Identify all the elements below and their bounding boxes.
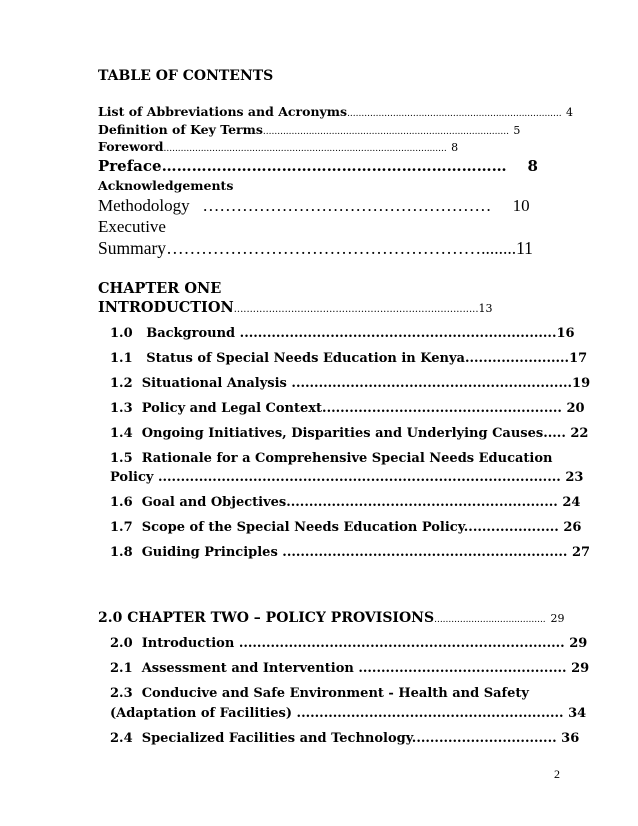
entry-label: List of Abbreviations and Acronyms [98,104,348,119]
toc-entry-preface[interactable] [98,157,538,175]
toc-entry-foreword[interactable] [98,139,458,154]
entry-label: Foreword [98,139,164,154]
toc-entry-1-5[interactable]: 1.5 Rationale for a Comprehensive Special Needs Education [110,451,553,466]
toc-entry-1-5-cont[interactable]: Policy ......................................................................................... 23 [110,470,584,485]
page-number: 2 [554,767,560,781]
entry-label: Definition of Key Terms [98,122,263,137]
entry-label: Acknowledgements [98,178,234,193]
toc-entry-1-7[interactable]: 1.7 Scope of the Special Needs Education Policy..................... 26 [110,520,582,535]
toc-entry-2-0[interactable]: 2.0 Introduction ........................................................................ 29 [110,636,588,651]
toc-entry-1-0[interactable]: 1.0 Background ......................................................................16 [110,326,575,341]
entry-dots: …………………………………………… [202,196,492,215]
toc-entry-1-3[interactable]: 1.3 Policy and Legal Context..................................................... 20 [110,401,585,416]
entry-dots: ....................................... [434,615,546,625]
entry-page: 8 [451,141,459,154]
toc-entry-methodology[interactable] [98,196,530,216]
entry-dots: …………………………………………………………… [161,157,507,175]
entry-page: 11 [516,238,533,258]
entry-dots: ...................................................................................... [262,127,509,137]
entry-dots: ................................................................................................... [163,144,447,154]
entry-page: 4 [566,106,573,119]
toc-entry-1-4[interactable]: 1.4 Ongoing Initiatives, Disparities and Underlying Causes..... 22 [110,426,589,441]
entry-label: INTRODUCTION [98,299,234,316]
entry-page: 29 [550,612,565,625]
entry-page: 13 [478,302,493,315]
toc-entry-1-8[interactable]: 1.8 Guiding Principles ............................................................... 27 [110,545,591,560]
entry-page: 10 [512,196,530,215]
entry-dots: ........................................................................... [347,109,562,119]
toc-entry-2-4[interactable]: 2.4 Specialized Facilities and Technology................................ 36 [110,731,580,746]
entry-label: Methodology [98,196,190,215]
entry-page: 5 [513,124,521,137]
toc-entry-1-1[interactable]: 1.1 Status of Special Needs Education in Kenya.......................17 [110,351,588,366]
chapter-one-heading: CHAPTER ONE [98,280,222,297]
toc-entry-1-6[interactable]: 1.6 Goal and Objectives............................................................ 24 [110,495,581,510]
toc-entry-1-2[interactable]: 1.2 Situational Analysis ..............................................................19 [110,376,591,391]
toc-entry-2-3[interactable]: 2.3 Conducive and Safe Environment - Health and Safety [110,686,529,701]
toc-entry-2-1[interactable]: 2.1 Assessment and Intervention .............................................. 29 [110,661,590,676]
chapter-two-heading: 2.0 CHAPTER TWO – POLICY PROVISIONS [98,610,435,626]
toc-entry-key-terms[interactable] [98,122,520,137]
toc-entry-acknowledgements[interactable] [98,178,233,193]
toc-entry-chapter-two[interactable] [98,610,565,626]
toc-entry-abbreviations[interactable] [98,104,573,119]
toc-entry-2-3-cont[interactable]: (Adaptation of Facilities) ........................................................... 34 [110,706,587,721]
entry-dots: ………………………………………………........ [166,238,517,258]
entry-dots: ............................................................................. [233,304,479,315]
toc-title: TABLE OF CONTENTS [98,68,274,84]
toc-entry-summary[interactable] [98,238,533,259]
entry-label: Executive [98,217,166,236]
entry-label: Summary [98,238,167,258]
entry-page: 8 [527,157,538,175]
toc-entry-introduction[interactable] [98,299,493,316]
toc-entry-executive[interactable] [98,217,166,237]
entry-label: Preface [98,157,162,175]
